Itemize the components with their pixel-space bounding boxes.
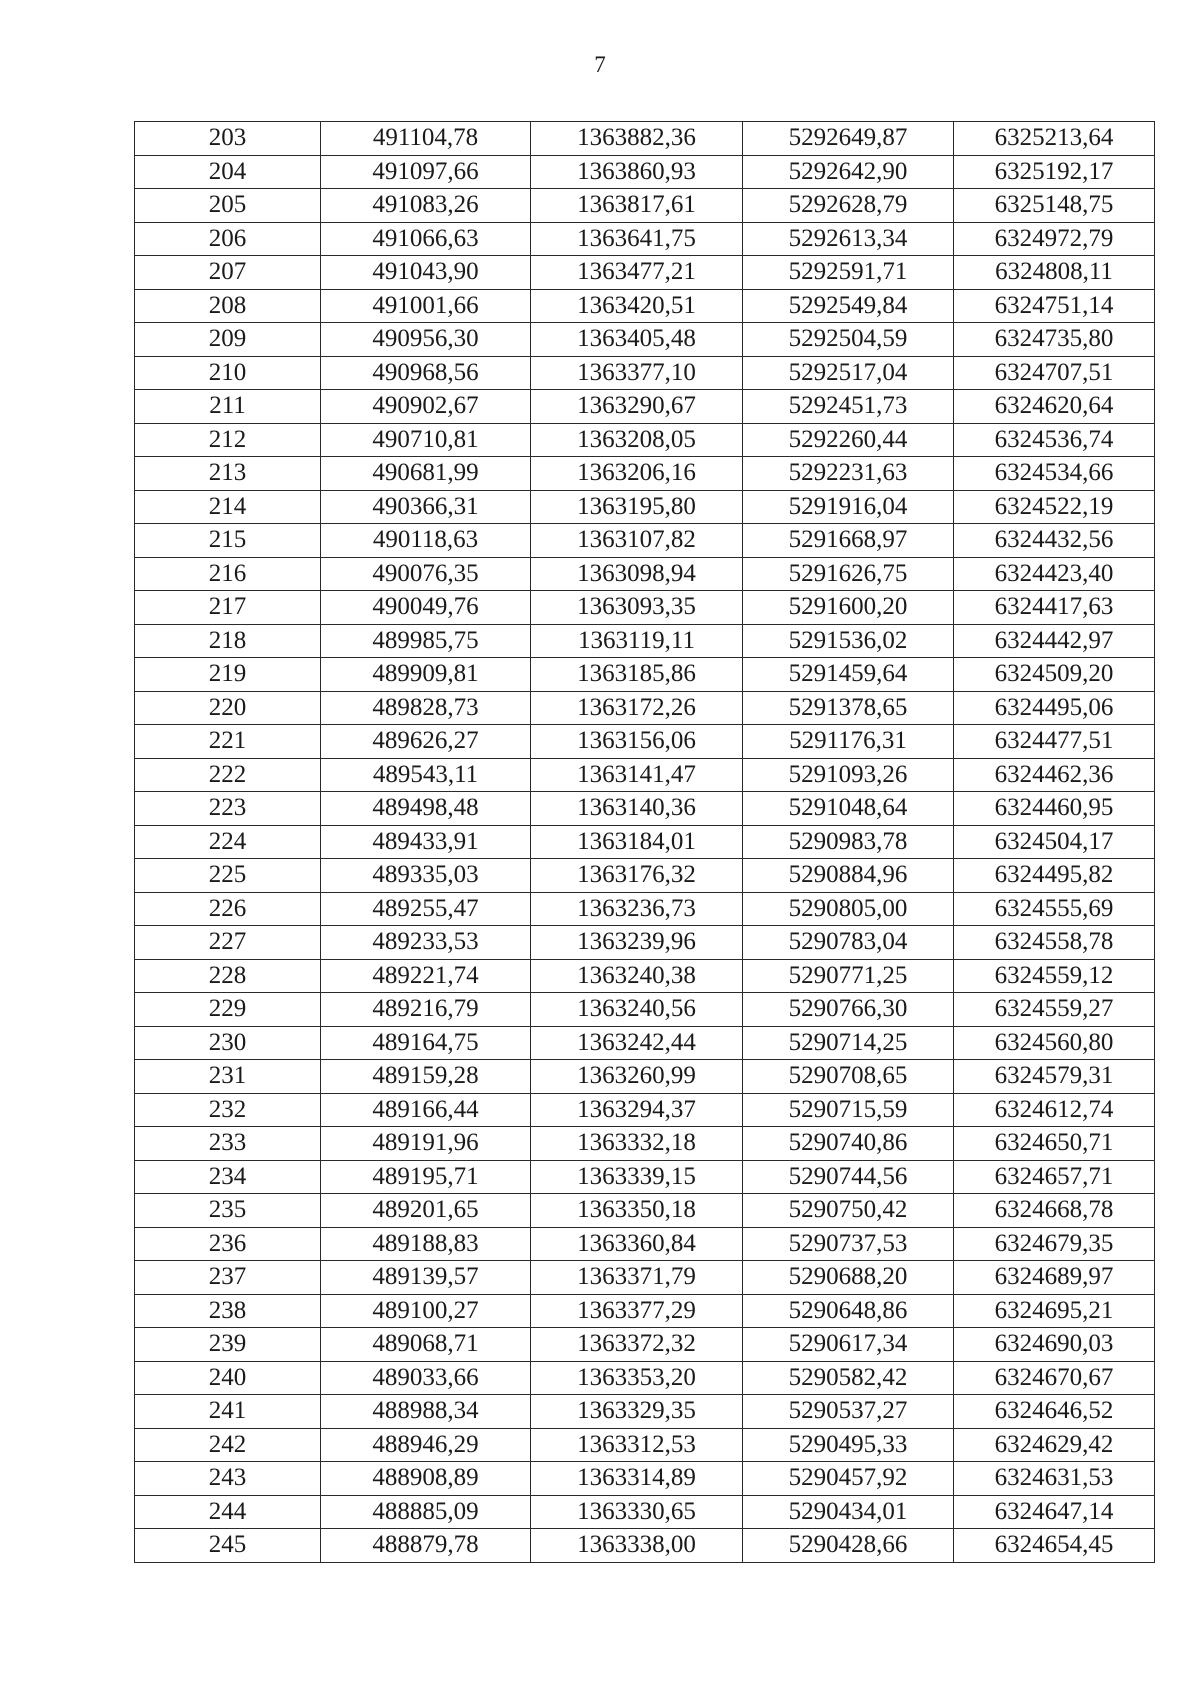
coord-y1-cell: 1363377,10 (531, 356, 743, 390)
point-number-cell: 237 (135, 1261, 321, 1295)
table-row (135, 993, 1155, 1027)
coord-x1-cell: 490902,67 (321, 390, 531, 424)
coord-x2-cell: 5290648,86 (743, 1294, 954, 1328)
point-number-cell: 205 (135, 189, 321, 223)
coord-x1-cell: 489255,47 (321, 892, 531, 926)
table-row (135, 1093, 1155, 1127)
coord-x2-cell: 5292549,84 (743, 289, 954, 323)
coord-x2-cell: 5290740,86 (743, 1127, 954, 1161)
coord-y2-cell: 6324432,56 (954, 524, 1155, 558)
coord-y1-cell: 1363314,89 (531, 1462, 743, 1496)
coord-x1-cell: 490968,56 (321, 356, 531, 390)
coord-x1-cell: 490076,35 (321, 557, 531, 591)
coord-y2-cell: 6324629,42 (954, 1428, 1155, 1462)
coord-y2-cell: 6324646,52 (954, 1395, 1155, 1429)
coord-x2-cell: 5290766,30 (743, 993, 954, 1027)
point-number-cell: 235 (135, 1194, 321, 1228)
coord-x1-cell: 488908,89 (321, 1462, 531, 1496)
coord-y2-cell: 6324751,14 (954, 289, 1155, 323)
table-row (135, 926, 1155, 960)
coord-x1-cell: 491097,66 (321, 155, 531, 189)
point-number-cell: 242 (135, 1428, 321, 1462)
coord-y2-cell: 6324555,69 (954, 892, 1155, 926)
table-row (135, 155, 1155, 189)
coord-y2-cell: 6324536,74 (954, 423, 1155, 457)
point-number-cell: 233 (135, 1127, 321, 1161)
coord-y1-cell: 1363140,36 (531, 792, 743, 826)
table-row (135, 1160, 1155, 1194)
coord-y2-cell: 6324670,67 (954, 1361, 1155, 1395)
table-row (135, 859, 1155, 893)
table-row (135, 658, 1155, 692)
coord-y2-cell: 6324735,80 (954, 323, 1155, 357)
coord-y1-cell: 1363185,86 (531, 658, 743, 692)
point-number-cell: 234 (135, 1160, 321, 1194)
coord-x2-cell: 5292628,79 (743, 189, 954, 223)
point-number-cell: 245 (135, 1529, 321, 1563)
table-row (135, 1060, 1155, 1094)
table-row (135, 591, 1155, 625)
coord-y1-cell: 1363477,21 (531, 256, 743, 290)
point-number-cell: 204 (135, 155, 321, 189)
table-row (135, 825, 1155, 859)
coord-y1-cell: 1363242,44 (531, 1026, 743, 1060)
coord-y1-cell: 1363195,80 (531, 490, 743, 524)
coord-x1-cell: 490049,76 (321, 591, 531, 625)
point-number-cell: 244 (135, 1495, 321, 1529)
coord-y1-cell: 1363882,36 (531, 122, 743, 156)
coord-y2-cell: 6324460,95 (954, 792, 1155, 826)
table-row (135, 1026, 1155, 1060)
point-number-cell: 214 (135, 490, 321, 524)
coord-x1-cell: 491104,78 (321, 122, 531, 156)
table-row (135, 1127, 1155, 1161)
point-number-cell: 212 (135, 423, 321, 457)
coord-x1-cell: 489159,28 (321, 1060, 531, 1094)
table-row (135, 189, 1155, 223)
coord-y2-cell: 6324668,78 (954, 1194, 1155, 1228)
coord-x1-cell: 491083,26 (321, 189, 531, 223)
coord-x2-cell: 5290537,27 (743, 1395, 954, 1429)
coord-y1-cell: 1363817,61 (531, 189, 743, 223)
table-row (135, 222, 1155, 256)
coord-x2-cell: 5290983,78 (743, 825, 954, 859)
table-row (135, 524, 1155, 558)
coord-x1-cell: 490956,30 (321, 323, 531, 357)
coord-x2-cell: 5292260,44 (743, 423, 954, 457)
coord-y1-cell: 1363260,99 (531, 1060, 743, 1094)
table-row (135, 1428, 1155, 1462)
table-row (135, 1361, 1155, 1395)
point-number-cell: 243 (135, 1462, 321, 1496)
coord-y1-cell: 1363240,56 (531, 993, 743, 1027)
coord-x2-cell: 5292649,87 (743, 122, 954, 156)
coord-x1-cell: 489100,27 (321, 1294, 531, 1328)
coord-x2-cell: 5291536,02 (743, 624, 954, 658)
point-number-cell: 217 (135, 591, 321, 625)
table-row (135, 323, 1155, 357)
coord-x1-cell: 488988,34 (321, 1395, 531, 1429)
point-number-cell: 208 (135, 289, 321, 323)
coord-x1-cell: 489139,57 (321, 1261, 531, 1295)
point-number-cell: 241 (135, 1395, 321, 1429)
table-row (135, 1395, 1155, 1429)
point-number-cell: 203 (135, 122, 321, 156)
point-number-cell: 228 (135, 959, 321, 993)
coord-x1-cell: 491001,66 (321, 289, 531, 323)
coord-x2-cell: 5292517,04 (743, 356, 954, 390)
coord-x1-cell: 490366,31 (321, 490, 531, 524)
point-number-cell: 230 (135, 1026, 321, 1060)
point-number-cell: 221 (135, 725, 321, 759)
coord-y2-cell: 6324522,19 (954, 490, 1155, 524)
point-number-cell: 215 (135, 524, 321, 558)
coord-x2-cell: 5292591,71 (743, 256, 954, 290)
coord-x2-cell: 5290457,92 (743, 1462, 954, 1496)
point-number-cell: 207 (135, 256, 321, 290)
table-row (135, 457, 1155, 491)
table-row (135, 725, 1155, 759)
coord-y1-cell: 1363420,51 (531, 289, 743, 323)
point-number-cell: 216 (135, 557, 321, 591)
point-number-cell: 211 (135, 390, 321, 424)
point-number-cell: 210 (135, 356, 321, 390)
coord-y1-cell: 1363156,06 (531, 725, 743, 759)
coord-y2-cell: 6324654,45 (954, 1529, 1155, 1563)
coord-x1-cell: 489828,73 (321, 691, 531, 725)
coord-x2-cell: 5290428,66 (743, 1529, 954, 1563)
coord-y2-cell: 6324534,66 (954, 457, 1155, 491)
coord-x2-cell: 5292504,59 (743, 323, 954, 357)
point-number-cell: 220 (135, 691, 321, 725)
coord-y1-cell: 1363107,82 (531, 524, 743, 558)
coord-x2-cell: 5292451,73 (743, 390, 954, 424)
coord-y2-cell: 6324707,51 (954, 356, 1155, 390)
coord-y1-cell: 1363141,47 (531, 758, 743, 792)
coord-y2-cell: 6324559,12 (954, 959, 1155, 993)
coord-y2-cell: 6324462,36 (954, 758, 1155, 792)
point-number-cell: 227 (135, 926, 321, 960)
coord-y2-cell: 6324631,53 (954, 1462, 1155, 1496)
coord-x1-cell: 489233,53 (321, 926, 531, 960)
coord-y1-cell: 1363372,32 (531, 1328, 743, 1362)
coord-x1-cell: 490710,81 (321, 423, 531, 457)
coord-y2-cell: 6324579,31 (954, 1060, 1155, 1094)
coord-y1-cell: 1363294,37 (531, 1093, 743, 1127)
coord-x1-cell: 489221,74 (321, 959, 531, 993)
coord-y1-cell: 1363312,53 (531, 1428, 743, 1462)
coord-x1-cell: 488946,29 (321, 1428, 531, 1462)
coord-x1-cell: 489335,03 (321, 859, 531, 893)
point-number-cell: 229 (135, 993, 321, 1027)
coord-y1-cell: 1363329,35 (531, 1395, 743, 1429)
table-row (135, 256, 1155, 290)
coord-y2-cell: 6325148,75 (954, 189, 1155, 223)
point-number-cell: 238 (135, 1294, 321, 1328)
coord-x1-cell: 491043,90 (321, 256, 531, 290)
coord-y2-cell: 6324495,06 (954, 691, 1155, 725)
coord-x2-cell: 5291916,04 (743, 490, 954, 524)
table-row (135, 1294, 1155, 1328)
coord-y1-cell: 1363176,32 (531, 859, 743, 893)
coord-y2-cell: 6324657,71 (954, 1160, 1155, 1194)
coord-x1-cell: 489985,75 (321, 624, 531, 658)
coord-x2-cell: 5290805,00 (743, 892, 954, 926)
coord-x2-cell: 5290737,53 (743, 1227, 954, 1261)
coord-x2-cell: 5292642,90 (743, 155, 954, 189)
coord-x1-cell: 489216,79 (321, 993, 531, 1027)
point-number-cell: 240 (135, 1361, 321, 1395)
coord-y2-cell: 6324612,74 (954, 1093, 1155, 1127)
coord-x1-cell: 488885,09 (321, 1495, 531, 1529)
point-number-cell: 232 (135, 1093, 321, 1127)
coord-y2-cell: 6324442,97 (954, 624, 1155, 658)
coord-x2-cell: 5291668,97 (743, 524, 954, 558)
coord-x2-cell: 5291176,31 (743, 725, 954, 759)
point-number-cell: 209 (135, 323, 321, 357)
coord-y2-cell: 6324972,79 (954, 222, 1155, 256)
table-row (135, 792, 1155, 826)
table-row (135, 691, 1155, 725)
coord-y2-cell: 6324558,78 (954, 926, 1155, 960)
coord-x1-cell: 489033,66 (321, 1361, 531, 1395)
page-number: 7 (594, 52, 606, 77)
table-row (135, 1261, 1155, 1295)
coord-x2-cell: 5290714,25 (743, 1026, 954, 1060)
coord-y1-cell: 1363330,65 (531, 1495, 743, 1529)
coord-x2-cell: 5291459,64 (743, 658, 954, 692)
coord-x1-cell: 489433,91 (321, 825, 531, 859)
coord-y2-cell: 6324509,20 (954, 658, 1155, 692)
coord-x1-cell: 489188,83 (321, 1227, 531, 1261)
table-row (135, 356, 1155, 390)
coord-y2-cell: 6325213,64 (954, 122, 1155, 156)
coord-y2-cell: 6324559,27 (954, 993, 1155, 1027)
table-row (135, 1462, 1155, 1496)
coord-y2-cell: 6324690,03 (954, 1328, 1155, 1362)
coord-x2-cell: 5290744,56 (743, 1160, 954, 1194)
coord-y1-cell: 1363377,29 (531, 1294, 743, 1328)
coord-y2-cell: 6324808,11 (954, 256, 1155, 290)
coord-y1-cell: 1363119,11 (531, 624, 743, 658)
table-row (135, 557, 1155, 591)
point-number-cell: 224 (135, 825, 321, 859)
coord-x2-cell: 5290434,01 (743, 1495, 954, 1529)
coord-x1-cell: 489626,27 (321, 725, 531, 759)
coord-y1-cell: 1363360,84 (531, 1227, 743, 1261)
point-number-cell: 223 (135, 792, 321, 826)
coord-y1-cell: 1363860,93 (531, 155, 743, 189)
coord-y1-cell: 1363641,75 (531, 222, 743, 256)
coord-x1-cell: 488879,78 (321, 1529, 531, 1563)
coord-y2-cell: 6324560,80 (954, 1026, 1155, 1060)
coord-x2-cell: 5291378,65 (743, 691, 954, 725)
coord-y2-cell: 6324423,40 (954, 557, 1155, 591)
point-number-cell: 219 (135, 658, 321, 692)
table-row (135, 624, 1155, 658)
coord-y1-cell: 1363338,00 (531, 1529, 743, 1563)
coord-x1-cell: 489191,96 (321, 1127, 531, 1161)
coord-y1-cell: 1363236,73 (531, 892, 743, 926)
point-number-cell: 206 (135, 222, 321, 256)
coord-x2-cell: 5292231,63 (743, 457, 954, 491)
coord-x2-cell: 5290495,33 (743, 1428, 954, 1462)
table-row (135, 1227, 1155, 1261)
point-number-cell: 231 (135, 1060, 321, 1094)
table-row (135, 390, 1155, 424)
coord-y1-cell: 1363405,48 (531, 323, 743, 357)
coord-x2-cell: 5290783,04 (743, 926, 954, 960)
coord-x2-cell: 5290750,42 (743, 1194, 954, 1228)
table-row (135, 758, 1155, 792)
point-number-cell: 218 (135, 624, 321, 658)
coord-x2-cell: 5290617,34 (743, 1328, 954, 1362)
coord-y2-cell: 6324647,14 (954, 1495, 1155, 1529)
coord-y1-cell: 1363332,18 (531, 1127, 743, 1161)
coord-x2-cell: 5291093,26 (743, 758, 954, 792)
table-row (135, 959, 1155, 993)
coord-y2-cell: 6324417,63 (954, 591, 1155, 625)
coord-x2-cell: 5290771,25 (743, 959, 954, 993)
coord-y1-cell: 1363093,35 (531, 591, 743, 625)
coord-y1-cell: 1363172,26 (531, 691, 743, 725)
coord-x2-cell: 5290708,65 (743, 1060, 954, 1094)
table-row (135, 1495, 1155, 1529)
coord-x2-cell: 5291048,64 (743, 792, 954, 826)
coord-y1-cell: 1363353,20 (531, 1361, 743, 1395)
coord-y1-cell: 1363098,94 (531, 557, 743, 591)
coord-y1-cell: 1363239,96 (531, 926, 743, 960)
coord-y2-cell: 6324695,21 (954, 1294, 1155, 1328)
coord-x1-cell: 489164,75 (321, 1026, 531, 1060)
coord-y2-cell: 6324650,71 (954, 1127, 1155, 1161)
table-row (135, 892, 1155, 926)
coord-y2-cell: 6324504,17 (954, 825, 1155, 859)
coord-x1-cell: 489068,71 (321, 1328, 531, 1362)
coord-y2-cell: 6324477,51 (954, 725, 1155, 759)
table-row (135, 423, 1155, 457)
coord-y2-cell: 6324689,97 (954, 1261, 1155, 1295)
point-number-cell: 222 (135, 758, 321, 792)
coord-x1-cell: 489201,65 (321, 1194, 531, 1228)
coord-x2-cell: 5291626,75 (743, 557, 954, 591)
point-number-cell: 236 (135, 1227, 321, 1261)
coord-y2-cell: 6325192,17 (954, 155, 1155, 189)
point-number-cell: 226 (135, 892, 321, 926)
coord-x2-cell: 5290582,42 (743, 1361, 954, 1395)
coord-x1-cell: 489498,48 (321, 792, 531, 826)
coord-x1-cell: 489543,11 (321, 758, 531, 792)
table-row (135, 122, 1155, 156)
coordinates-table (134, 121, 1155, 1563)
coord-x1-cell: 489166,44 (321, 1093, 531, 1127)
table-row (135, 1194, 1155, 1228)
coord-y1-cell: 1363371,79 (531, 1261, 743, 1295)
coord-x1-cell: 491066,63 (321, 222, 531, 256)
coord-x1-cell: 489195,71 (321, 1160, 531, 1194)
table-row (135, 490, 1155, 524)
coord-x1-cell: 490681,99 (321, 457, 531, 491)
coord-x2-cell: 5292613,34 (743, 222, 954, 256)
coord-y1-cell: 1363290,67 (531, 390, 743, 424)
coord-y2-cell: 6324620,64 (954, 390, 1155, 424)
coord-x2-cell: 5290688,20 (743, 1261, 954, 1295)
coord-y1-cell: 1363240,38 (531, 959, 743, 993)
point-number-cell: 213 (135, 457, 321, 491)
coord-y2-cell: 6324679,35 (954, 1227, 1155, 1261)
point-number-cell: 239 (135, 1328, 321, 1362)
coord-x2-cell: 5291600,20 (743, 591, 954, 625)
coord-x1-cell: 489909,81 (321, 658, 531, 692)
coord-y1-cell: 1363339,15 (531, 1160, 743, 1194)
coord-x1-cell: 490118,63 (321, 524, 531, 558)
coord-y1-cell: 1363184,01 (531, 825, 743, 859)
coord-y1-cell: 1363350,18 (531, 1194, 743, 1228)
coord-y2-cell: 6324495,82 (954, 859, 1155, 893)
table-row (135, 289, 1155, 323)
coord-x2-cell: 5290884,96 (743, 859, 954, 893)
coord-x2-cell: 5290715,59 (743, 1093, 954, 1127)
coord-y1-cell: 1363206,16 (531, 457, 743, 491)
table-row (135, 1529, 1155, 1563)
table-row (135, 1328, 1155, 1362)
coord-y1-cell: 1363208,05 (531, 423, 743, 457)
coordinates-table-body (135, 122, 1155, 1563)
point-number-cell: 225 (135, 859, 321, 893)
